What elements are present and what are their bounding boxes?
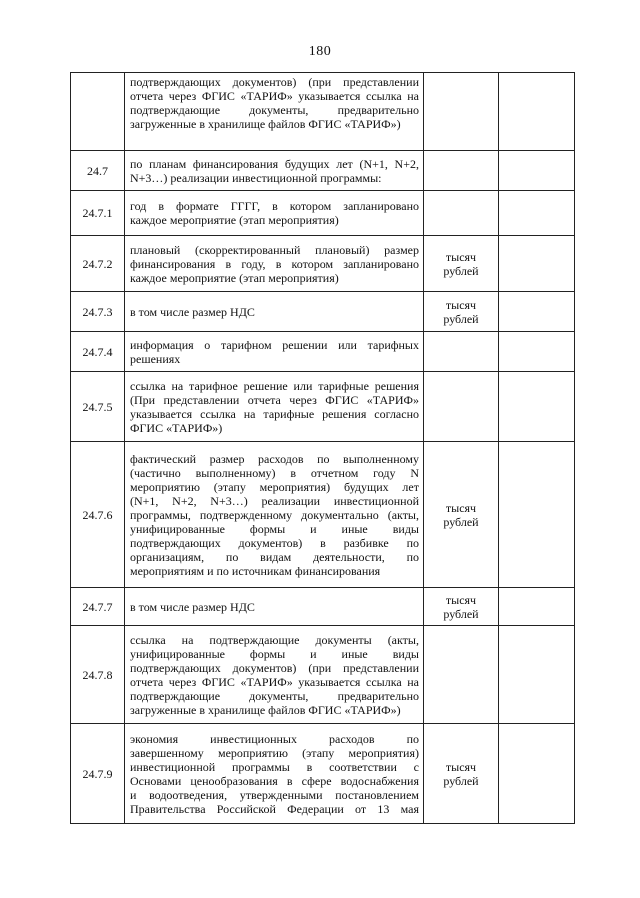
page-number: 180 (308, 44, 332, 59)
table-row (71, 442, 575, 588)
row-value-cell (499, 236, 575, 292)
row-value-cell (499, 73, 575, 151)
row-value-cell (499, 332, 575, 372)
table-row (71, 292, 575, 332)
row-unit: тысяч рублей (424, 724, 499, 824)
row-number: 24.7.8 (71, 626, 125, 724)
row-value-cell (499, 442, 575, 588)
table-row (71, 372, 575, 442)
row-value-cell (499, 626, 575, 724)
table-row (71, 332, 575, 372)
row-unit: тысяч рублей (424, 442, 499, 588)
row-description: экономия инвестиционных расходов по завершенному мероприятию (этапу мероприятия) инвестиционной программы в соответствии с Основами ценообразования в сфере водоснабжения и водоотведения, утвержденными постановлением Правительства Российской Федерации от 13 мая (125, 724, 424, 824)
row-unit (424, 372, 499, 442)
row-description: плановый (скорректированный плановый) размер финансирования в году, в котором запланировано каждое мероприятие (этап мероприятия) (125, 236, 424, 292)
row-unit (424, 151, 499, 191)
row-description: ссылка на подтверждающие документы (акты, унифицированные формы и иные виды подтверждающих документов) (при представлении отчета через ФГИС «ТАРИФ» указывается ссылка на подтверждающие документы, предварительно загруженные в хранилище файлов ФГИС «ТАРИФ») (125, 626, 424, 724)
table-row (71, 151, 575, 191)
row-number: 24.7.6 (71, 442, 125, 588)
table-row (71, 191, 575, 236)
indicators-table (70, 72, 575, 824)
row-number: 24.7.9 (71, 724, 125, 824)
row-number: 24.7.1 (71, 191, 125, 236)
table-row (71, 626, 575, 724)
row-unit (424, 191, 499, 236)
row-value-cell (499, 724, 575, 824)
row-value-cell (499, 191, 575, 236)
table-row (71, 724, 575, 824)
row-value-cell (499, 372, 575, 442)
row-description: по планам финансирования будущих лет (N+1, N+2, N+3…) реализации инвестиционной программы: (125, 151, 424, 191)
row-description: год в формате ГГГГ, в котором запланировано каждое мероприятие (этап мероприятия) (125, 191, 424, 236)
table-row (71, 236, 575, 292)
row-number: 24.7.3 (71, 292, 125, 332)
row-unit (424, 73, 499, 151)
row-description: в том числе размер НДС (125, 292, 424, 332)
row-unit: тысяч рублей (424, 292, 499, 332)
row-number: 24.7.5 (71, 372, 125, 442)
table-row (71, 73, 575, 151)
row-number: 24.7 (71, 151, 125, 191)
row-description: ссылка на тарифное решение или тарифные решения (При представлении отчета через ФГИС «ТАРИФ» указывается ссылка на тарифные решения согласно ФГИС «ТАРИФ») (125, 372, 424, 442)
row-description: в том числе размер НДС (125, 588, 424, 626)
row-description: фактический размер расходов по выполненному (частично выполненному) в отчетном году N мероприятию (этапу мероприятия) будущих лет (N+1, N+2, N+3…) реализации инвестиционной программы, подтвержденному документально (акты, унифицированные формы и иные виды подтверждающих документов) в разбивке по организациям, по видам деятельности, по мероприятиям и по источникам финансирования (125, 442, 424, 588)
row-value-cell (499, 151, 575, 191)
row-number: 24.7.2 (71, 236, 125, 292)
row-value-cell (499, 292, 575, 332)
table-row (71, 588, 575, 626)
row-unit: тысяч рублей (424, 236, 499, 292)
row-number: 24.7.4 (71, 332, 125, 372)
row-unit (424, 332, 499, 372)
row-description: информация о тарифном решении или тарифных решениях (125, 332, 424, 372)
row-number: 24.7.7 (71, 588, 125, 626)
row-value-cell (499, 588, 575, 626)
row-unit: тысяч рублей (424, 588, 499, 626)
row-unit (424, 626, 499, 724)
row-number (71, 73, 125, 151)
row-description: подтверждающих документов) (при представлении отчета через ФГИС «ТАРИФ» указывается ссылка на подтверждающие документы, предварительно загруженные в хранилище файлов ФГИС «ТАРИФ») (125, 73, 424, 151)
